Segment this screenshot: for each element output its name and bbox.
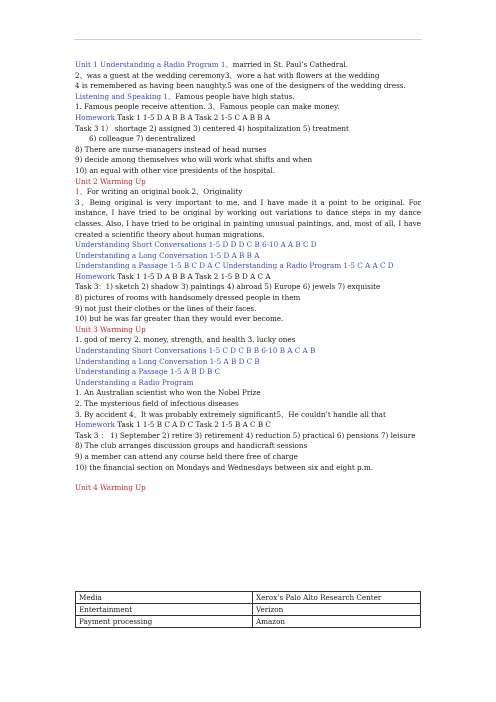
text-run: Understanding a Radio Program <box>75 377 194 387</box>
text-line <box>75 420 421 431</box>
text-line <box>75 335 421 346</box>
text-line <box>75 92 421 103</box>
text-run: Understanding a Passage 1-5 A B D B C <box>75 367 221 377</box>
text-run: Unit 3 Warming Up <box>75 324 146 334</box>
text-run: Understanding a Long Conversation 1-5 A B D C B <box>75 356 260 366</box>
text-run: Task 1 1-5 B C A D C Task 2 1-5 B A C B C <box>114 420 271 430</box>
text-line <box>75 399 421 410</box>
text-line <box>75 272 421 283</box>
text-run: 9) decide among themselves who will work what shifts and when <box>75 155 313 165</box>
text-run: married in St. Paul’s Cathedral. <box>232 60 349 69</box>
text-run: 2. The mysterious field of infectious diseases <box>75 399 239 408</box>
text-run: 4 is remembered as having been naughty.5 was one of the designers of the wedding dress. <box>75 81 406 91</box>
table-row <box>76 616 421 628</box>
text-line <box>75 483 421 494</box>
text-run: Listening and Speaking 1、 <box>75 91 176 101</box>
text-run: 1、 <box>75 187 87 197</box>
text-run: Understanding a Passage 1-5 B C D A C Understanding a Radio Program 1-5 C A A C D <box>75 261 394 271</box>
text-run: Understanding Short Conversations 1-5 C D C B B 6-10 B A C A B <box>75 346 316 356</box>
text-run: Unit 1 Understanding a Radio Program 1、 <box>75 60 233 69</box>
text-run: Understanding a Long Conversation 1-5 D A B B A <box>75 250 260 260</box>
unit4-table <box>75 591 421 628</box>
text-line <box>75 177 421 188</box>
table-cell: Verizon <box>253 604 421 616</box>
answer-key-text <box>75 60 421 494</box>
text-line <box>75 113 421 124</box>
text-run: 1. Famous people receive attention. 3、Famous people can make money. <box>75 102 340 112</box>
text-line <box>75 346 421 357</box>
table-cell: Payment processing <box>76 616 253 628</box>
text-line <box>75 325 421 336</box>
text-line <box>75 293 421 304</box>
text-line <box>75 314 421 325</box>
text-run: Understanding Short Conversations 1-5 D D D C B 6-10 A A B C D <box>75 240 317 250</box>
text-run: 10) the financial section on Mondays and Wednesdays between six and eight p.m. <box>75 462 374 472</box>
text-line <box>75 240 421 251</box>
text-run: Homework <box>75 271 115 281</box>
text-line <box>75 463 421 474</box>
text-run: 10) but he was far greater than they would ever become. <box>75 314 284 324</box>
text-line <box>75 134 421 145</box>
text-line <box>75 410 421 421</box>
table-cell: Amazon <box>253 616 421 628</box>
text-line <box>75 166 421 177</box>
text-run: 3. By accident 4、It was probably extremely significant5、He couldn’t handle all that <box>75 409 386 419</box>
table-cell: Xerox’s Palo Alto Research Center <box>253 592 421 604</box>
text-run: 2、was a guest at the wedding ceremony3、wore a hat with flowers at the wedding <box>75 70 380 80</box>
text-run: Unit 2 Warming Up <box>75 176 146 186</box>
text-line <box>75 378 421 389</box>
text-run: Task 3：1) sketch 2) shadow 3) paintings 4) abroad 5) Europe 6) jewels 7) exquisite <box>75 282 381 292</box>
text-line <box>75 124 421 135</box>
table-cell: Media <box>76 592 253 604</box>
text-run: 8) pictures of rooms with handsomely dressed people in them <box>75 293 301 303</box>
text-line <box>75 60 421 71</box>
text-line <box>75 251 421 262</box>
text-run: Task 3 1） shortage 2) assigned 3) centered 4) hospitalization 5) treatment <box>75 123 349 133</box>
text-run: 8) The club arranges discussion groups and handicraft sessions <box>75 441 308 451</box>
text-line <box>75 388 421 399</box>
text-line <box>75 304 421 315</box>
text-line <box>75 71 421 82</box>
text-line <box>75 282 421 293</box>
text-run: Homework <box>75 112 115 122</box>
text-line <box>75 367 421 378</box>
text-run: Task 1 1-5 D A B B A Task 2 1-5 B D A C A <box>114 271 271 281</box>
table-row <box>76 592 421 604</box>
table-row <box>76 604 421 616</box>
text-line <box>75 187 421 198</box>
text-line <box>75 261 421 272</box>
text-line <box>75 198 421 240</box>
text-run: 9) not just their clothes or the lines of their faces. <box>75 303 257 313</box>
text-line <box>75 452 421 463</box>
text-run: 8) There are nurse-managers instead of head nurses <box>75 144 267 154</box>
text-run: Unit 4 Warming Up <box>75 483 146 493</box>
text-line <box>75 155 421 166</box>
table-cell: Entertainment <box>76 604 253 616</box>
text-line <box>75 431 421 442</box>
text-line <box>75 441 421 452</box>
text-run: Homework <box>75 420 115 430</box>
text-run: Famous people have high status. <box>175 91 295 101</box>
text-run: For writing an original book 2、Originality <box>86 187 243 197</box>
spacer <box>75 473 421 483</box>
header-rule <box>74 39 422 40</box>
text-run: 6) colleague 7) decentralized <box>89 134 196 144</box>
text-run: Task 1 1-5 D A B B A Task 2 1-5 C A B B A <box>114 112 271 122</box>
text-run: 1. god of mercy 2. money, strength, and health 3. lucky ones <box>75 335 296 345</box>
text-run: 3、Being original is very important to me, and I have made it a point to be original. For instance, I have tried to be original by working out variations to dance steps in my dance classes. Also, I have tried to be original in painting unusual paintings, and, most of all, I have created a scientific theory about human migrations. <box>75 197 421 239</box>
text-run: Task 3 ： 1) September 2) retire 3) retirement 4) reduction 5) practical 6) pensions 7) leisure <box>75 430 416 440</box>
text-run: 9) a member can attend any course held there free of charge <box>75 451 298 461</box>
text-line <box>75 81 421 92</box>
text-run: 10) an equal with other vice presidents of the hospital. <box>75 165 276 175</box>
text-line <box>75 145 421 156</box>
text-run: 1. An Australian scientist who won the Nobel Prize <box>75 388 261 398</box>
text-line <box>75 357 421 368</box>
text-line <box>75 102 421 113</box>
